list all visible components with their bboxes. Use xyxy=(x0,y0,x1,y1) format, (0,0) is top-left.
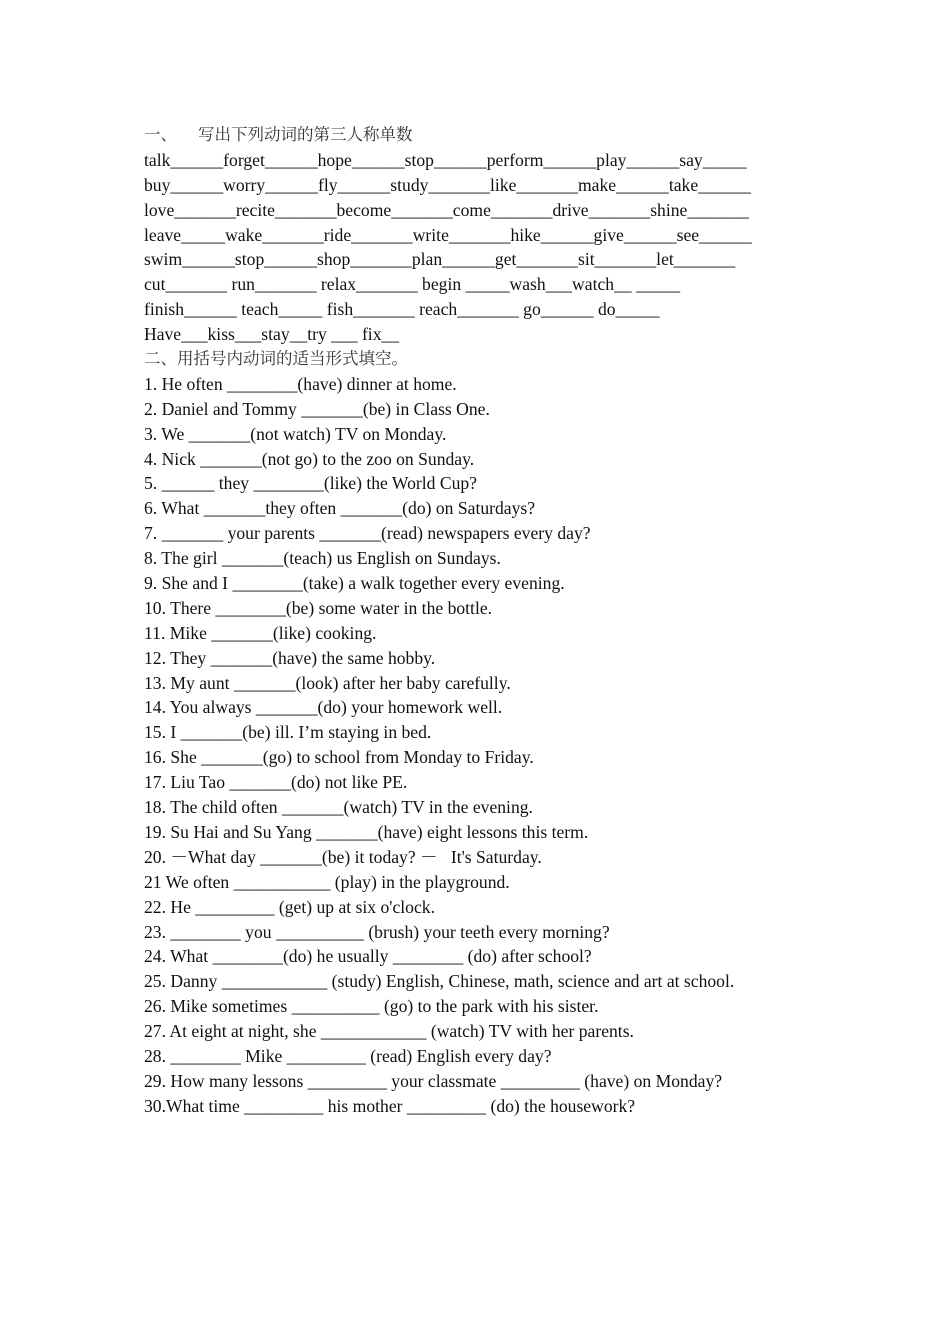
exercise-item: 16. She _______(go) to school from Monday to Friday. xyxy=(144,747,534,768)
exercise-item: 28. ________ Mike _________ (read) English every day? xyxy=(144,1045,552,1066)
exercise-item: 9. She and I ________(take) a walk together every evening. xyxy=(144,573,565,594)
exercise-item: 10. There ________(be) some water in the bottle. xyxy=(144,597,493,618)
exercise-item: 5. ______ they ________(like) the World Cup? xyxy=(144,473,477,494)
exercise-item: 22. He _________ (get) up at six o'clock. xyxy=(144,896,435,917)
exercise-item: 4. Nick _______(not go) to the zoo on Sunday. xyxy=(144,448,475,469)
vocab-row: cut_______ run_______ relax_______ begin _____wash___watch__ _____ xyxy=(144,274,681,295)
exercise-item: 20. －What day _______(be) it today? － It's Saturday. xyxy=(144,846,542,867)
exercise-item: 27. At eight at night, she ____________ (watch) TV with her parents. xyxy=(144,1021,634,1042)
exercise-item: 24. What ________(do) he usually ________ (do) after school? xyxy=(144,946,592,967)
exercise-item: 14. You always _______(do) your homework well. xyxy=(144,697,503,718)
exercise-item: 29. How many lessons _________ your classmate _________ (have) on Monday? xyxy=(144,1070,723,1091)
exercise-item: 18. The child often _______(watch) TV in the evening. xyxy=(144,797,533,818)
exercise-item: 30.What time _________ his mother _________ (do) the housework? xyxy=(144,1095,636,1116)
exercise-item: 26. Mike sometimes __________ (go) to the park with his sister. xyxy=(144,996,599,1017)
exercise-item: 3. We _______(not watch) TV on Monday. xyxy=(144,423,447,444)
exercise-item: 6. What _______they often _______(do) on Saturdays? xyxy=(144,498,536,519)
vocab-row: talk______forget______hope______stop______perform______play______say_____ xyxy=(144,149,747,170)
vocab-row: swim______stop______shop_______plan______get_______sit_______let_______ xyxy=(144,249,736,270)
exercise-item: 25. Danny ____________ (study) English, Chinese, math, science and art at school. xyxy=(144,971,735,992)
vocab-row: finish______ teach_____ fish_______ reach_______ go______ do_____ xyxy=(144,299,660,320)
exercise-item: 2. Daniel and Tommy _______(be) in Class One. xyxy=(144,398,490,419)
exercise-item: 17. Liu Tao _______(do) not like PE. xyxy=(144,772,408,793)
exercise-item: 12. They _______(have) the same hobby. xyxy=(144,647,436,668)
vocab-row: love_______recite_______become_______come_______drive_______shine_______ xyxy=(144,199,749,220)
exercise-item: 19. Su Hai and Su Yang _______(have) eight lessons this term. xyxy=(144,821,589,842)
exercise-item: 13. My aunt _______(look) after her baby carefully. xyxy=(144,672,511,693)
vocab-row: Have___kiss___stay__try ___ fix__ xyxy=(144,324,400,345)
exercise-item: 23. ________ you __________ (brush) your teeth every morning? xyxy=(144,921,610,942)
exercise-item: 15. I _______(be) ill. I’m staying in bed. xyxy=(144,722,432,743)
section2-heading: 二、用括号内动词的适当形式填空。 xyxy=(144,349,408,369)
exercise-item: 7. _______ your parents _______(read) newspapers every day? xyxy=(144,523,591,544)
exercise-item: 8. The girl _______(teach) us English on Sundays. xyxy=(144,548,501,569)
section1-heading: 一、 写出下列动词的第三人称单数 xyxy=(144,125,413,144)
exercise-item: 11. Mike _______(like) cooking. xyxy=(144,622,377,643)
vocab-row: buy______worry______fly______study_______like_______make______take______ xyxy=(144,174,751,195)
exercise-item: 1. He often ________(have) dinner at home. xyxy=(144,373,457,394)
exercise-item: 21 We often ___________ (play) in the playground. xyxy=(144,871,510,892)
worksheet-page xyxy=(144,123,824,1119)
vocab-row: leave_____wake_______ride_______write_______hike______give______see______ xyxy=(144,224,752,245)
